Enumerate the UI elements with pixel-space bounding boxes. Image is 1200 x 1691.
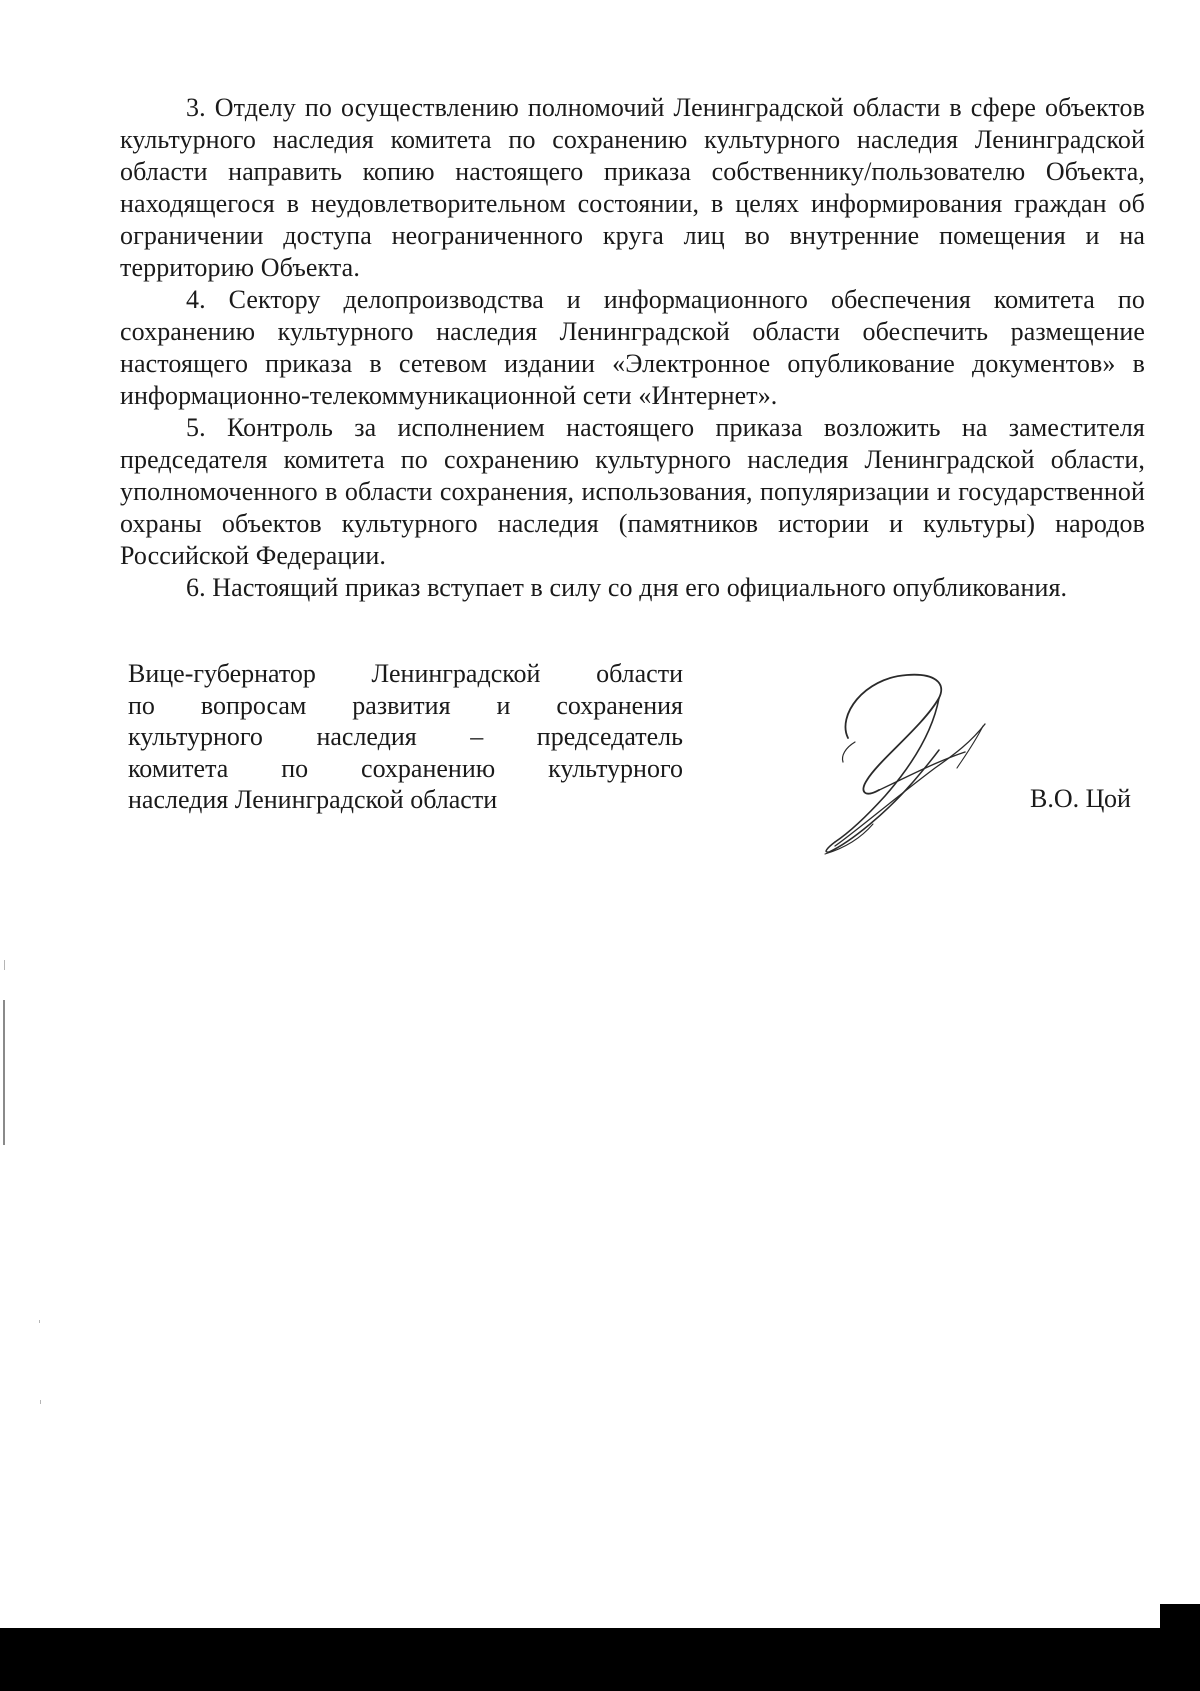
signatory-position-line: наследия Ленинградской области xyxy=(128,785,498,814)
signatory-position-line: Вице-губернатор Ленинградской области xyxy=(128,659,683,688)
paragraph-item-6: 6. Настоящий приказ вступает в силу со дня его официального опубликования. xyxy=(186,573,1068,602)
order-body-text xyxy=(120,92,1145,604)
signatory-position-line: комитета по сохранению культурного xyxy=(128,753,683,783)
signatory-position-line: по вопросам развития и сохранения xyxy=(128,690,683,720)
scan-edge-mark xyxy=(3,1000,5,1145)
scan-speck xyxy=(40,1400,41,1404)
paragraph-item-5: 5. Контроль за исполнением настоящего приказа возложить на заместителя председателя комитета по сохранению культурного наследия Ленинградской области, уполномоченного в области сохранения, использования, популяризации и государственной охраны объектов культурного наследия (памятников истории и культуры) народов Российской Федерации. xyxy=(120,413,1145,570)
handwritten-signature-icon xyxy=(815,672,995,857)
paragraph-item-4: 4. Сектору делопроизводства и информационного обеспечения комитета по сохранению культурного наследия Ленинградской области обеспечить размещение настоящего приказа в сетевом издании «Электронное опубликование документов» в информационно-телекоммуникационной сети «Интернет». xyxy=(120,285,1145,410)
scan-speck xyxy=(39,1320,40,1323)
paragraph-item-3: 3. Отделу по осуществлению полномочий Ленинградской области в сфере объектов культурного наследия комитета по сохранению культурного наследия Ленинградской области направить копию настоящего приказа собственнику/пользователю Объекта, находящегося в неудовлетворительном состоянии, в целях информирования граждан об ограничении доступа неограниченного круга лиц во внутренние помещения и на территорию Объекта. xyxy=(120,93,1145,282)
signatory-name: В.О. Цой xyxy=(1030,784,1131,813)
scan-border-band xyxy=(0,1628,1200,1691)
scan-speck xyxy=(4,960,5,970)
signatory-position xyxy=(128,658,683,816)
signatory-position-line: культурного наследия – председатель xyxy=(128,722,683,751)
scan-border-notch xyxy=(1160,1604,1200,1630)
